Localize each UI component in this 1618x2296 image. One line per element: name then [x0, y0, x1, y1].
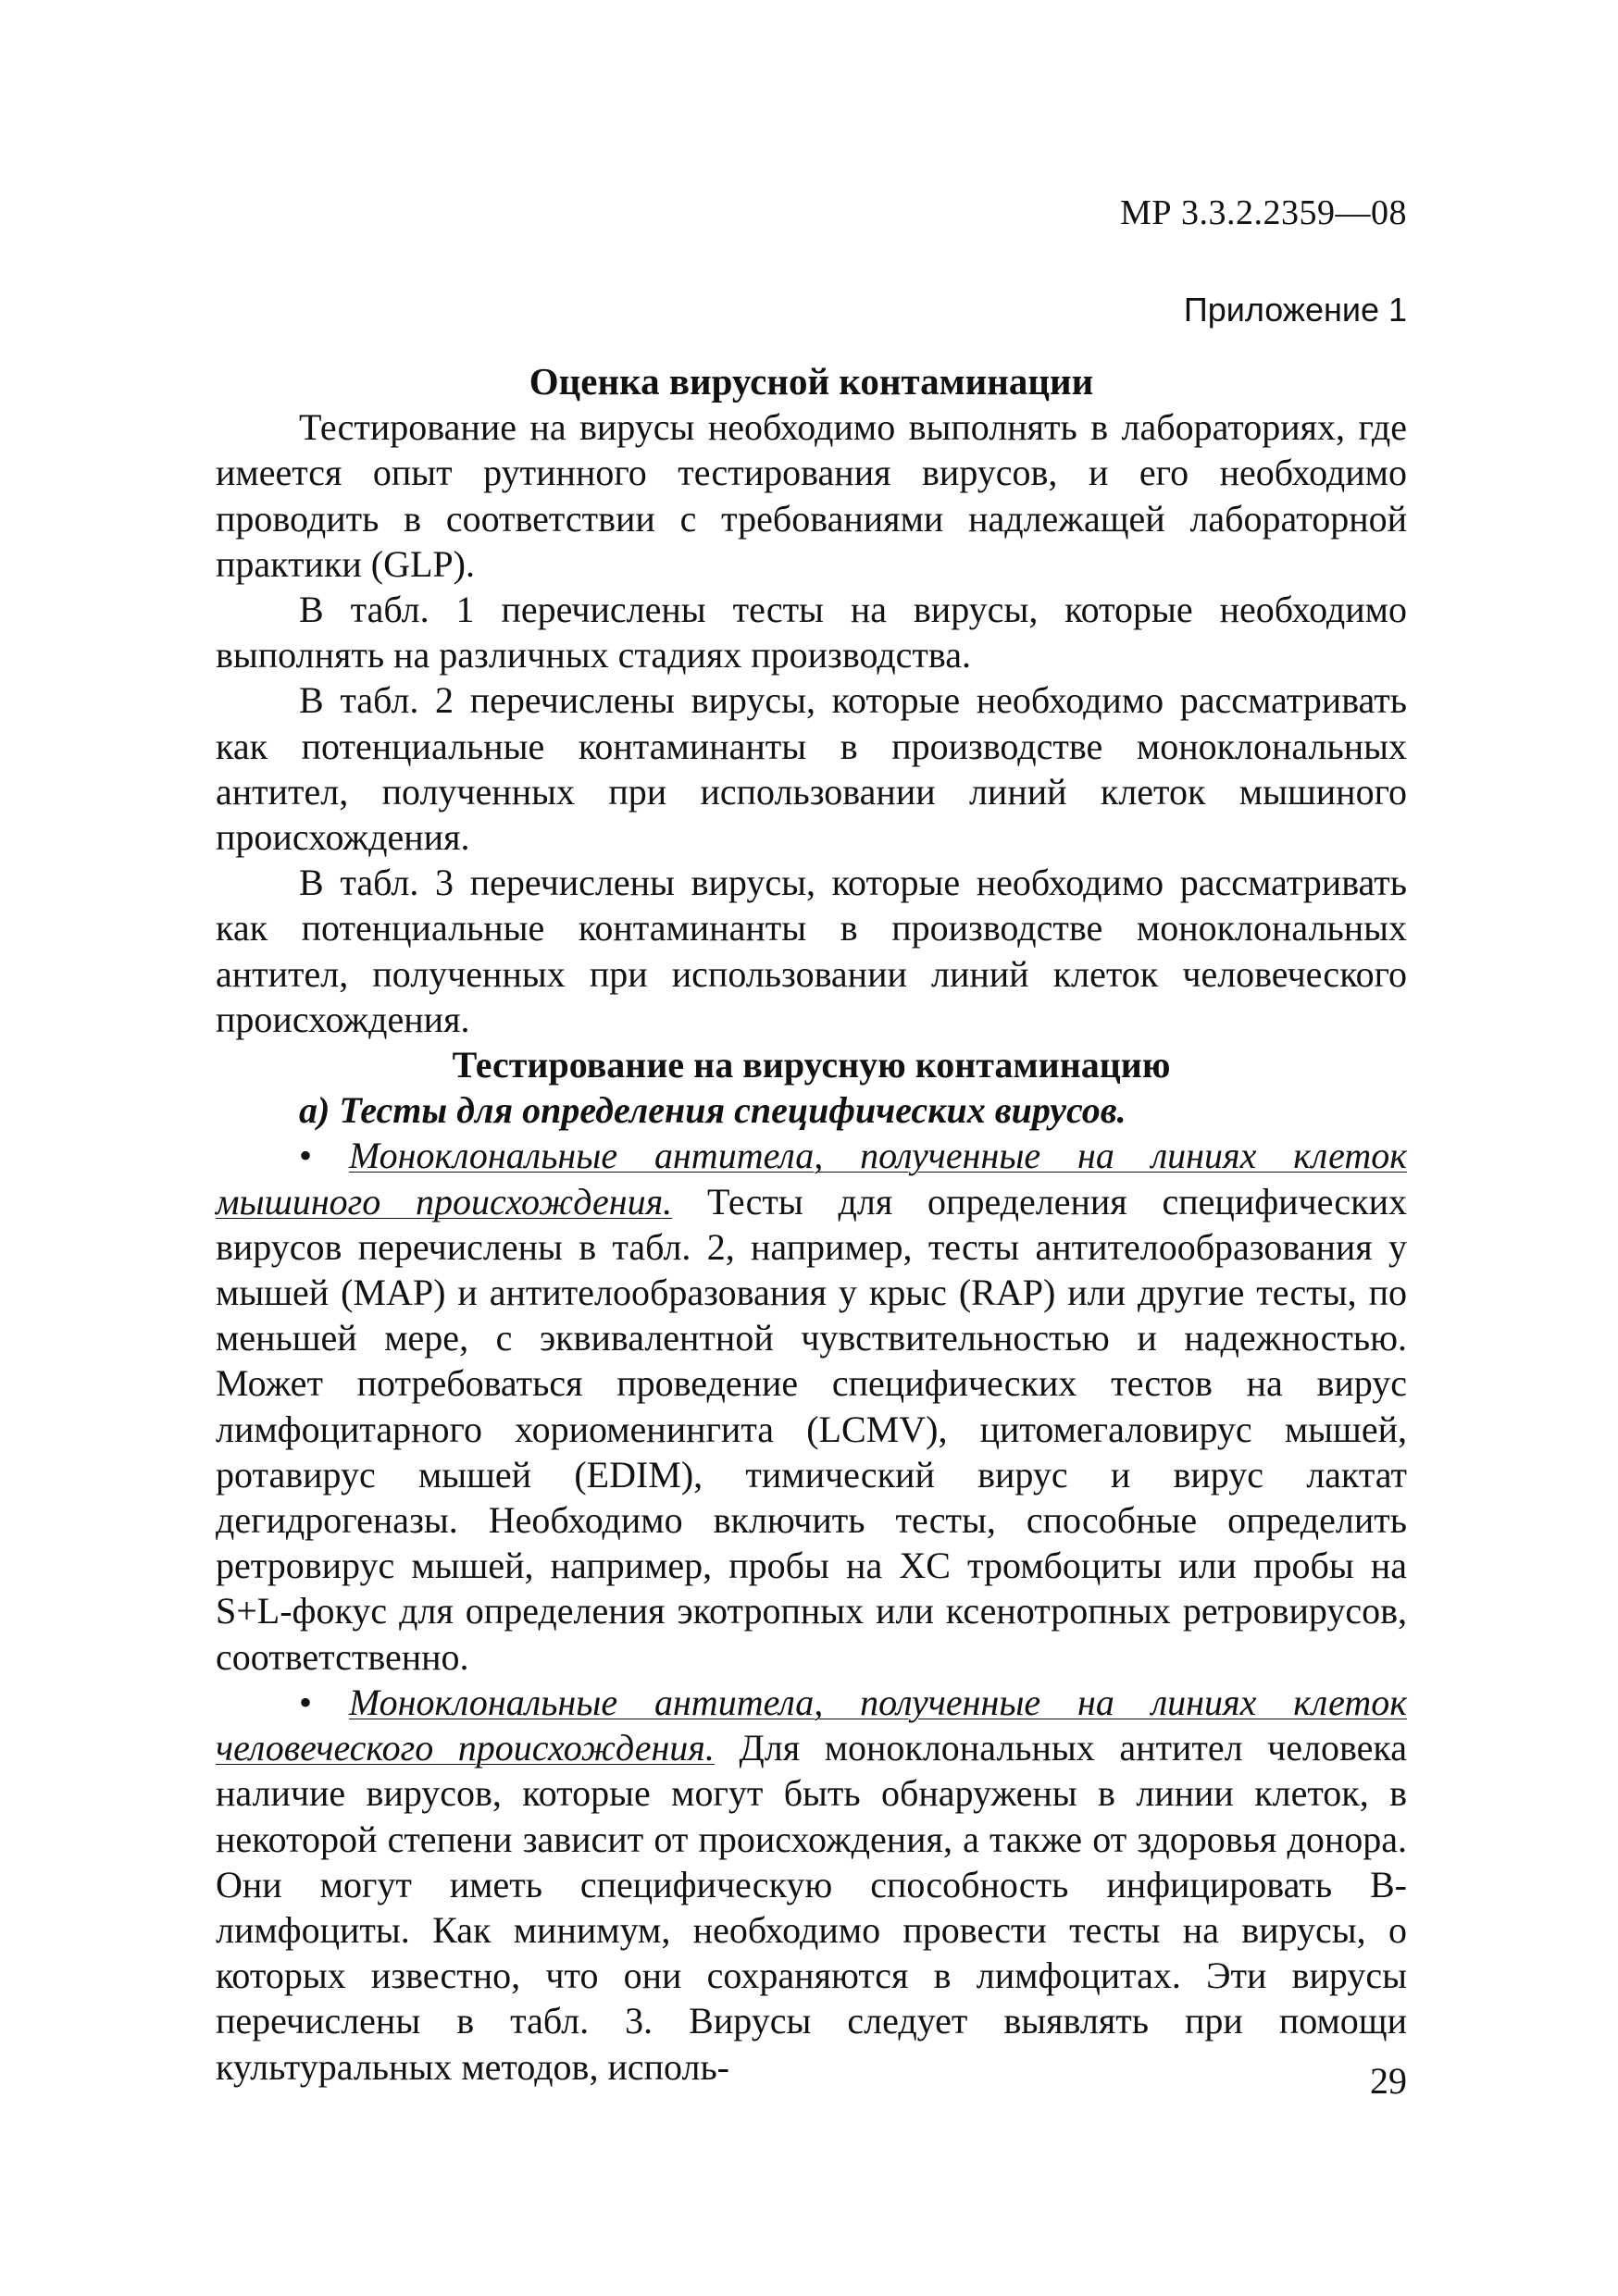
- paragraph-1: Тестирование на вирусы необходимо выполнять в лабораториях, где имеется опыт рутинного тестирования вирусов, и его необходимо проводить в соответствии с требованиями надлежащей лабораторной практики (GLP).: [216, 406, 1407, 585]
- page-number: 29: [1370, 2060, 1407, 2102]
- bullet-lead-human: Моноклональные антитела, полученные на линиях клеток человеческого происхождения.: [216, 1681, 1408, 1769]
- section-title-virus-testing: Тестирование на вирусную контаминацию: [452, 1044, 1171, 1086]
- document-code: МР 3.3.2.2359—08: [1120, 193, 1407, 232]
- bullet-icon: •: [299, 1681, 313, 1723]
- appendix-label: Приложение 1: [1183, 291, 1407, 329]
- paragraph-3: В табл. 2 перечислены вирусы, которые необходимо рассматривать как потенциальные контаминанты в производстве моноклональных антител, полученных при использовании линий клеток мышиного происхождения.: [216, 679, 1407, 859]
- section-title-virus-contamination: Оценка вирусной контаминации: [529, 360, 1094, 403]
- bullet-paragraph-human: [216, 1680, 1407, 2090]
- bullet-lead-murine: Моноклональные антитела, полученные на линиях клеток мышиного происхождения.: [216, 1135, 1408, 1222]
- bullet-icon: •: [299, 1135, 313, 1177]
- bullet-text-human: Для моноклональных антител человека наличие вирусов, которые могут быть обнаружены в линии клеток, в некоторой степени зависит от происхождения, а также от здоровья донора. Они могут иметь специфическую способность инфицировать B-лимфоциты. Как минимум, необходимо провести тесты на вирусы, о которых известно, что они сохраняются в лимфоцитах. Эти вирусы перечислены в табл. 3. Вирусы следует выявлять при помощи культуральных методов, исполь-: [216, 1727, 1407, 2088]
- subsection-title-specific-viruses: а) Тесты для определения специфических вирусов.: [299, 1089, 1126, 1132]
- page-body: [216, 359, 1407, 2090]
- bullet-paragraph-murine: [216, 1133, 1407, 1679]
- paragraph-2: В табл. 1 перечислены тесты на вирусы, которые необходимо выполнять на различных стадиях производства.: [216, 589, 1407, 676]
- bullet-text-murine: Тесты для определения специфических вирусов перечислены в табл. 2, например, тесты антителообразования у мышей (MAP) и антителообразования у крыс (RAP) или другие тесты, по меньшей мере, с эквивалентной чувствительностью и надежностью. Может потребоваться проведение специфических тестов на вирус лимфоцитарного хориоменингита (LCMV), цитомегаловирус мышей, ротавирус мышей (EDIM), тимический вирус и вирус лактат дегидрогеназы. Необходимо включить тесты, способные определить ретровирус мышей, например, пробы на XC тромбоциты или пробы на S+L-фокус для определения экотропных или ксенотропных ретровирусов, соответственно.: [216, 1180, 1408, 1678]
- paragraph-4: В табл. 3 перечислены вирусы, которые необходимо рассматривать как потенциальные контаминанты в производстве моноклональных антител, полученных при использовании линий клеток человеческого происхождения.: [216, 862, 1407, 1040]
